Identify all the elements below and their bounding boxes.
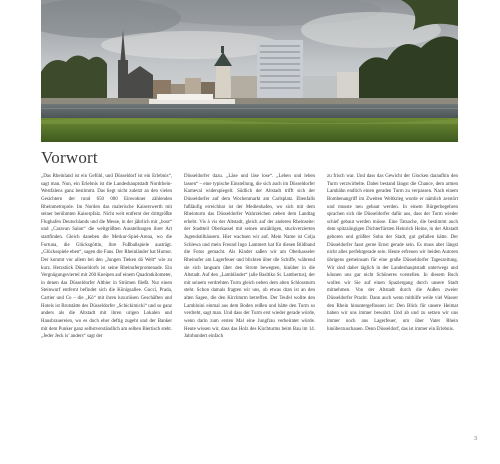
text-column-3 [327,173,458,333]
paragraph-col1: „Das Rheinland ist ein Gefühl, und Düsseldorf ist ein Erlebnis“, sagt man. Nun, ein Erlebnis ist die Landeshauptstadt Nordrhein-Westfalens ganz bestimmt. Das liegt nicht zuletzt an den vielen Gesichtern der rund 650 000 Einwohner zählenden Rheinmetropole. Im Norden das malerische Kaiserswerth mit seiner berühmten Kaiserpfalz. Nicht weit entfernt der drittgrößte Flughafen Deutschlands und die Messe, in der jährlich mit „boot“ und „Caravan Salon“ die weltgrößten Ausstellungen ihrer Art stattfinden. Gleich daneben die Merkur-Spiel-Arena, wo die Fortuna, die Glücksgöttin, ihre Fußballspiele austrägt. „Glücksspiele eben“, sagen die Fans. Der Rheinländer hat Humor. Der kommt vor allem bei den „Jungen Tieken dö Welt“ wie zu kurz. Herzstück Düsseldorfs ist seine Rheinuferpromenade. Ein Vergnügungsviertel mit 260 Kneipen auf einem Quadratkilometer, in denen das Düsseldorfer Altbier in Strömen fließt. Nur einen Steinwurf entfernt befindet sich die Königsallee. Gucci, Prada, Cartier und Co – die „Kö“ mit ihren luxuriösen Geschäften und Hotels ist Brutstätte des Düsseldorfer „Schickimicki“ und so ganz anders als die Altstadt mit ihren urigen Lokalen und Hausbrauereien, wo es doch eher deftig zugeht und der Banker mit dem Punker ganz selbstverständlich am selben Biertisch steht. „Jeder Jeck is’ anders“ sagt der [41,174,172,340]
paragraph-col3: zu frisch war. Und dass das Gewicht der Glocken daraufhin den Turm verzwirbelte. Dabei bestand längst die Chance, dem armen Lambähn endlich einen geraden Turm zu verpassen. Nach einem Bombenangriff im Zweiten Weltkrieg wurde er nämlich zerstört und musste neu gebaut werden. In einem Bürgerbegehren sprachen sich die Düsseldorfer dafür aus, dass der Turm wieder schief gebaut werden müsse. Eine Tatsache, die bestimmt auch dem spitzzüngigen Dichterfürsten Heinrich Heine, in der Altstadt geboren und größter Sohn der Stadt, gut gefallen hätte. Der Düsseldorfer fasst gerne Ernst gerade sein. Es muss aber längst nicht alles perfektgerade sein. Heute erfreuen wir beiden Autoren übrigens gemeinsam für eine große Düsseldorfer Tageszeitung. Wir sind daher täglich in der Landeshauptstadt unterwegs und können uns gar nicht Schöneres vorstellen. In diesem Buch wollen wir Sie auf einen Spaziergang durch unsere Stadt mitnehmen. Von der Altstadt durch die Außen zweier Düsseldorfer Pracht. Dann auch wenn mithilfe weile viel Wasser den Rhein hinuntergeflossen ist: Den Blick für unsere Heimat haben wir uns immer bewahrt. Und ab und zu setzen wir uns immer noch ans Lagerfeuer, um über Vater Rhein hinüberzuschauen. Denn Düsseldorf, das ist immer ein Erlebnis. [327,174,458,332]
cityscape-illustration [41,0,458,142]
text-column-1 [41,173,172,341]
paragraph-col2: Düsseldorfer dazu. „Läse und läse lose“. „Leben und leben lassen“ – eine typische Einstellung, die sich auch im Düsseldorfer Karneval widerspiegelt. Südlich der Altstadt trifft sich der Düsseldorfer auf dem Wochenmarkt am Carlsplatz. Ebenfalls fußläufig erreichbar ist der Medienhafen, wo sich mit dem Rheinturm das Düsseldorfer Wahrzeichen neben dem Landtag erhebt. Vis à vis der Altstadt, gleich auf der anderen Rheinseite: der Stadtteil Oberkassel mit seinen unzähligen, stuckverzierten Jugendstilhäusern. Hier wachsen wir auf. Mein Name ist Colja Schlewa und mein Freund Ingo Lammert hat für diesen Bildband die Fotos gemacht. Als Kinder saßen wir am Oberkasseler Rheinufer am Lagerfeuer und blickten über die Schiffe, während sie sich langsam über den Strom bewegten, hinüber in die Altstadt. Auf den „Lambländer“ (alle Basltiko St. Lambertus), der mit seinem verdrehten Turm gleich neben dem alten Schlossturm steht. Schon damals fragten wir uns, ob etwas dran ist an den alten Sagen, die den Kirchturm betreffen. Der Teufel wollte den Lambloini einmal aus dem Boden reißen und hätte den Turm so verdreht, sagt man. Und dass der Turm erst wieder gerade würde, wenn darin zum ersten Mal eine Jungfrau verheiratet würde. Heute wissen wir, dass das Holz des Kirchturms beim Bau im 14. Jahrhundert einfach [184,174,315,340]
page-number: 3 [474,436,477,442]
cover-photo [41,0,458,142]
page-title: Vorwort [41,148,98,167]
text-column-2 [184,173,315,341]
